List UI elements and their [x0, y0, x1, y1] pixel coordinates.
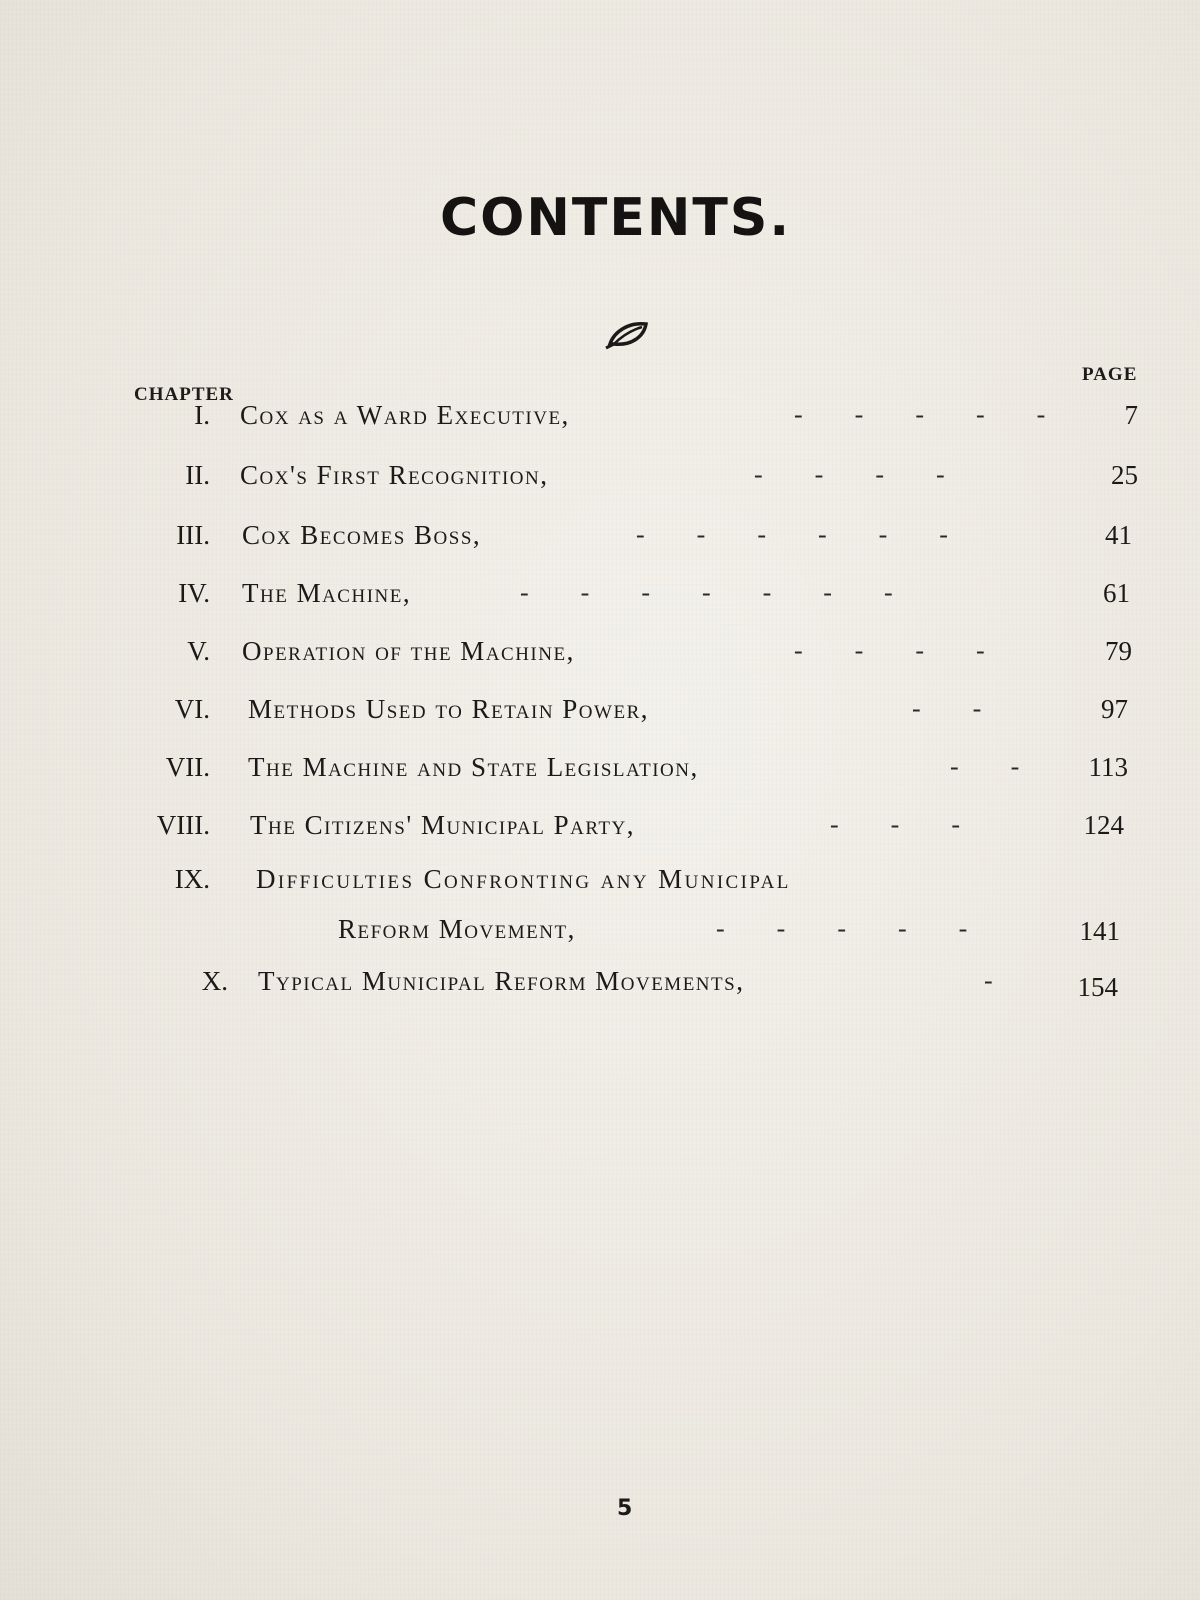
- page-number: 25: [1111, 460, 1138, 490]
- chapter-column-header: CHAPTER: [134, 384, 234, 405]
- toc-entry[interactable]: [0, 810, 1200, 850]
- chapter-title: Cox's First Recognition,: [240, 460, 549, 490]
- page-number: 97: [1101, 694, 1128, 724]
- chapter-numeral: VII.: [165, 752, 210, 782]
- page-number: 61: [1103, 578, 1130, 608]
- page-number: 141: [1079, 916, 1120, 946]
- dot-leader: - -: [950, 752, 1020, 781]
- leaf-ornament-icon: [604, 318, 652, 350]
- dot-leader: - - - - - -: [636, 520, 948, 549]
- page-column-header: PAGE: [1082, 364, 1138, 385]
- toc-entry[interactable]: [0, 520, 1200, 560]
- chapter-title: Operation of the Machine,: [242, 636, 575, 666]
- page-title: CONTENTS.: [440, 188, 792, 248]
- toc-entry[interactable]: [0, 966, 1200, 1006]
- page-number: 113: [1088, 752, 1128, 782]
- toc-entry[interactable]: [0, 460, 1200, 500]
- chapter-numeral: IV.: [178, 578, 210, 608]
- chapter-numeral: II.: [185, 460, 210, 490]
- dot-leader: - - - - -: [716, 914, 968, 943]
- dot-leader: - - - -: [794, 636, 985, 665]
- toc-entry[interactable]: [0, 636, 1200, 676]
- chapter-title: Difficulties Confronting any Municipal: [256, 864, 791, 894]
- chapter-title: Cox as a Ward Executive,: [240, 400, 570, 430]
- page-number: 7: [1124, 400, 1138, 430]
- page-number: 154: [1077, 972, 1118, 1002]
- dot-leader: -: [984, 966, 993, 995]
- chapter-numeral: VI.: [174, 694, 210, 724]
- chapter-numeral: IX.: [174, 864, 210, 894]
- chapter-title: Typical Municipal Reform Movements,: [258, 966, 745, 996]
- page-number: 41: [1105, 520, 1132, 550]
- toc-entry[interactable]: [0, 400, 1200, 440]
- chapter-numeral: VIII.: [156, 810, 210, 840]
- dot-leader: - - - - -: [794, 400, 1046, 429]
- toc-entry[interactable]: [0, 864, 1200, 964]
- chapter-title: The Citizens' Municipal Party,: [250, 810, 635, 840]
- chapter-title: Methods Used to Retain Power,: [248, 694, 649, 724]
- chapter-title-continued: Reform Movement,: [338, 914, 576, 944]
- chapter-title: Cox Becomes Boss,: [242, 520, 482, 550]
- toc-entry[interactable]: [0, 694, 1200, 734]
- dot-leader: - - -: [830, 810, 960, 839]
- toc-entry[interactable]: [0, 578, 1200, 618]
- chapter-numeral: I.: [194, 400, 210, 430]
- chapter-title: The Machine and State Legislation,: [248, 752, 699, 782]
- dot-leader: - -: [912, 694, 982, 723]
- page-number: 124: [1083, 810, 1124, 840]
- chapter-numeral: V.: [187, 636, 210, 666]
- dot-leader: - - - -: [754, 460, 945, 489]
- page-folio-number: 5: [617, 1496, 633, 1521]
- chapter-title: The Machine,: [242, 578, 412, 608]
- toc-entry[interactable]: [0, 752, 1200, 792]
- page-number: 79: [1105, 636, 1132, 666]
- chapter-numeral: III.: [176, 520, 210, 550]
- chapter-numeral: X.: [201, 966, 228, 996]
- dot-leader: - - - - - - -: [520, 578, 893, 607]
